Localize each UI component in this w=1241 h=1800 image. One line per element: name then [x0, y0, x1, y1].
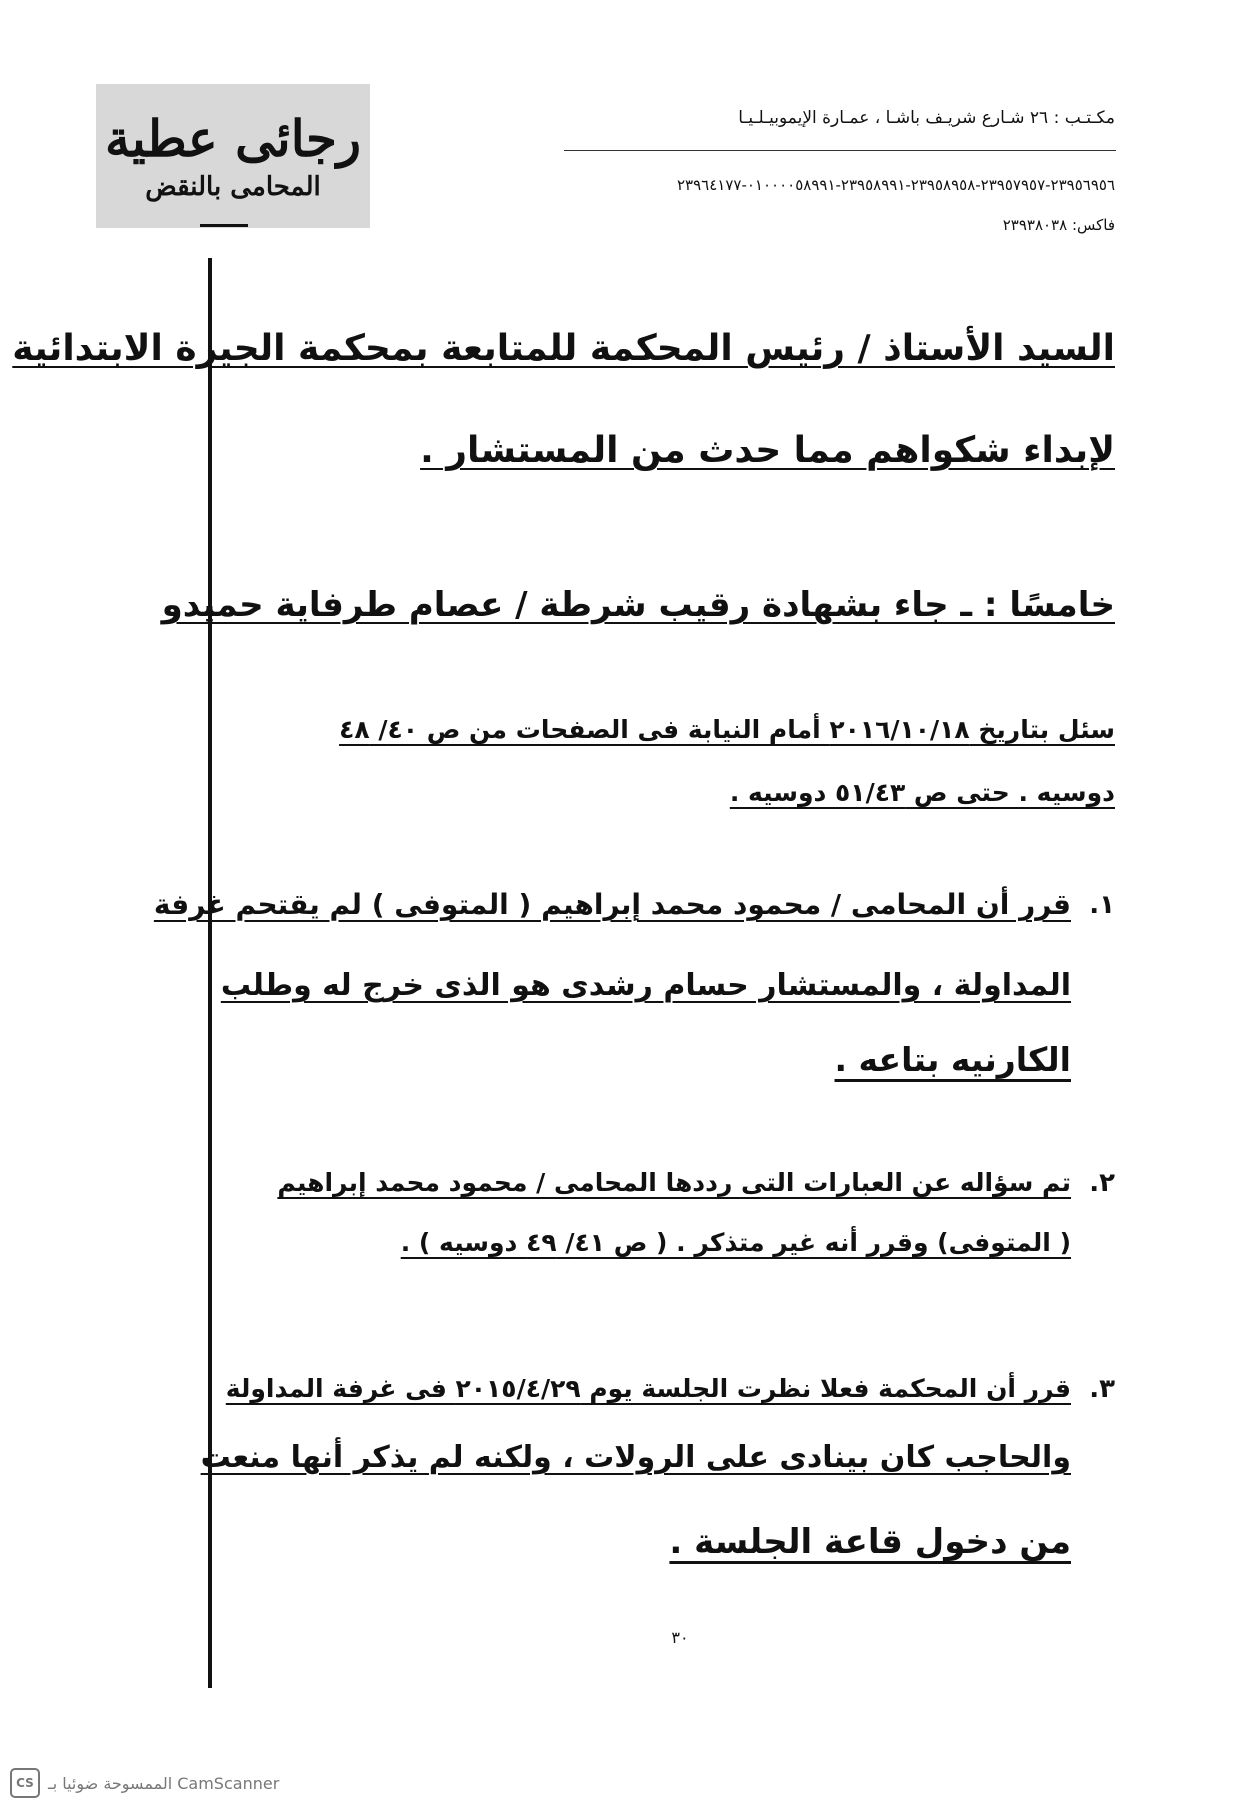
question-line-2: دوسيه . حتى ص ٥١/٤٣ دوسيه .	[729, 778, 1115, 807]
item-text-line: والحاجب كان بينادى على الرولات ، ولكنه لم يذكر أنها منعت	[200, 1440, 1071, 1475]
phone-numbers: ٢٣٩٥٦٩٥٦-٢٣٩٥٧٩٥٧-٢٣٩٥٨٩٥٨-٢٣٩٥٨٩٩١-٠١٠٠٠٠٥٨٩٩١-٢٣٩٦٤١٧٧	[677, 176, 1115, 194]
logo-underline	[200, 224, 248, 227]
lawyer-logo	[96, 84, 370, 228]
item-text-line: من دخول قاعة الجلسة .	[669, 1522, 1071, 1562]
item-text-line: قرر أن المحامى / محمود محمد إبراهيم ( المتوفى ) لم يقتحم غرفة	[153, 888, 1071, 921]
question-line-1: سئل بتاريخ ٢٠١٦/١٠/١٨ أمام النيابة فى الصفحات من ص ٤٠/ ٤٨	[339, 715, 1115, 744]
logo-title: المحامى بالنقض	[145, 171, 321, 202]
item-text-line: تم سؤاله عن العبارات التى رددها المحامى / محمود محمد إبراهيم	[277, 1168, 1071, 1197]
item-number: ١.	[1089, 890, 1115, 920]
fifth-heading: خامسًا : ـ جاء بشهادة رقيب شرطة / عصام طرفاية حميدو	[161, 585, 1115, 625]
camscanner-icon: CS	[10, 1768, 40, 1798]
addressee-line: السيد الأستاذ / رئيس المحكمة للمتابعة بمحكمة الجيزة الابتدائية	[12, 328, 1115, 369]
item-text-line: قرر أن المحكمة فعلا نظرت الجلسة يوم ٢٠١٥/٤/٢٩ فى غرفة المداولة	[225, 1374, 1071, 1403]
fax-number: فاكس: ٢٣٩٣٨٠٣٨	[1002, 216, 1115, 234]
item-text-line: ( المتوفى) وقرر أنه غير متذكر . ( ص ٤١/ ٤٩ دوسيه ) .	[400, 1228, 1071, 1257]
watermark-text: الممسوحة ضوئيا بـ CamScanner	[48, 1773, 280, 1793]
logo-name: رجائى عطية	[104, 108, 362, 168]
header-divider	[564, 150, 1116, 151]
item-text-line: الكارنيه بتاعه .	[834, 1040, 1071, 1079]
office-address: مكـتـب : ٢٦ شـارع شريـف باشـا ، عمـارة الإيموبيـلـيـا	[738, 108, 1115, 128]
camscanner-watermark	[10, 1768, 279, 1798]
intro-end-line: لإبداء شكواهم مما حدث من المستشار .	[420, 430, 1115, 471]
item-number: ٢.	[1089, 1168, 1115, 1198]
item-number: ٣.	[1089, 1374, 1115, 1404]
page-number: ٣٠	[671, 1628, 689, 1647]
item-text-line: المداولة ، والمستشار حسام رشدى هو الذى خرج له وطلب	[220, 968, 1071, 1003]
